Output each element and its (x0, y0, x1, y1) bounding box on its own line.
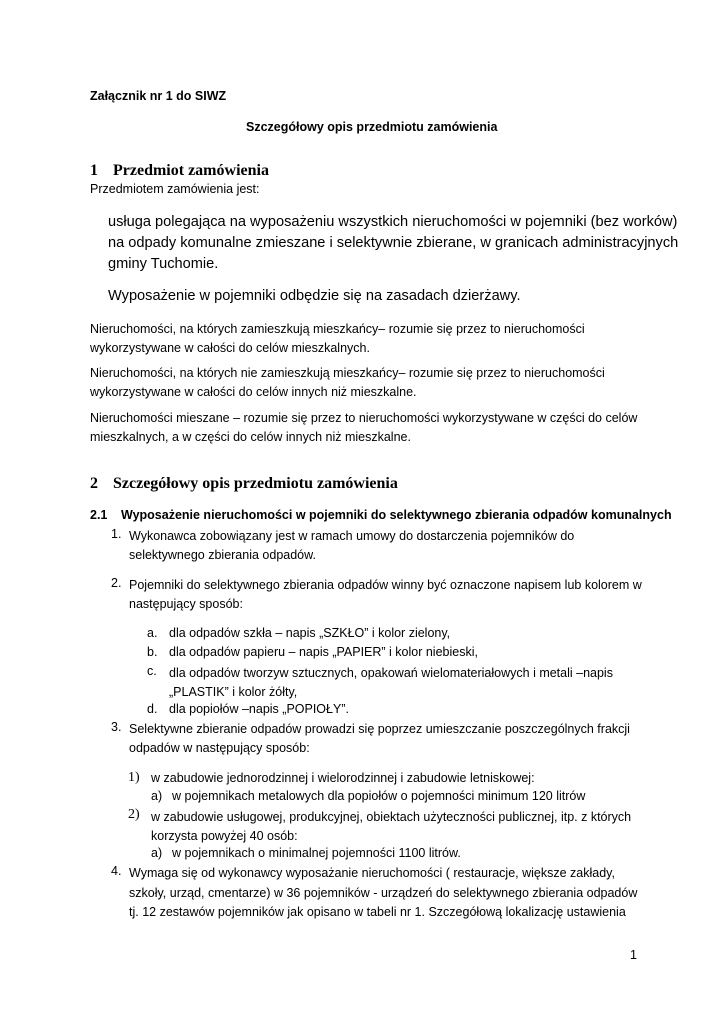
item-2-b-text: dla odpadów papieru – napis „PAPIER” i kolor niebieski, (169, 645, 478, 659)
item-2-number: 2. (111, 576, 122, 590)
item-2-text (129, 576, 642, 614)
definition-2 (90, 364, 605, 402)
definition-line: Nieruchomości mieszane – rozumie się przez to nieruchomości wykorzystywane w części do celów (90, 411, 638, 425)
item-2-a-text: dla odpadów szkła – napis „SZKŁO” i kolor zielony, (169, 626, 451, 640)
item-2-a-letter: a. (147, 626, 158, 640)
service-line: gminy Tuchomie. (108, 256, 219, 272)
item-1-text (129, 527, 574, 565)
item-line: w zabudowie usługowej, produkcyjnej, obiektach użyteczności publicznej, itp. z których (151, 810, 632, 824)
item-3-sub-2-text (151, 808, 631, 846)
service-line: usługa polegająca na wyposażeniu wszystkich nieruchomości w pojemniki (bez worków) (108, 214, 678, 230)
definition-line: Nieruchomości, na których nie zamieszkują mieszkańcy– rozumie się przez to nieruchomości (90, 366, 605, 380)
definition-line: Nieruchomości, na których zamieszkują mieszkańcy– rozumie się przez to nieruchomości (90, 322, 585, 336)
item-3-sub-1-text: w zabudowie jednorodzinnej i wielorodzinnej i zabudowie letniskowej: (151, 771, 535, 785)
section-1-intro: Przedmiotem zamówienia jest: (90, 182, 260, 196)
section-1-number: 1 (90, 162, 98, 179)
service-line: na odpady komunalne zmieszane i selektywnie zbierane, w granicach administracyjnych (108, 235, 679, 251)
item-1-number: 1. (111, 527, 122, 541)
definition-line: mieszkalnych, a w części do celów innych niż mieszkalne. (90, 430, 411, 444)
item-line: korzysta powyżej 40 osób: (151, 829, 298, 843)
item-2-d-text: dla popiołów –napis „POPIOŁY”. (169, 702, 349, 716)
definition-line: wykorzystywane w całości do celów mieszkalnych. (90, 341, 370, 355)
item-line: Selektywne zbieranie odpadów prowadzi się poprzez umieszczanie poszczególnych frakcji (129, 722, 630, 736)
item-3-sub-1-a-text: w pojemnikach metalowych dla popiołów o pojemności minimum 120 litrów (172, 789, 586, 803)
item-line: Wykonawca zobowiązany jest w ramach umowy do dostarczenia pojemników do (129, 529, 575, 543)
item-line: Pojemniki do selektywnego zbierania odpadów winny być oznaczone napisem lub kolorem w (129, 578, 642, 592)
item-line: tj. 12 zestawów pojemników jak opisano w tabeli nr 1. Szczegółową lokalizację ustawienia (129, 905, 626, 919)
document-title: Szczegółowy opis przedmiotu zamówienia (246, 120, 498, 134)
item-4-text (129, 864, 637, 923)
item-3-sub-1-a-letter: a) (151, 789, 163, 803)
item-line: Wymaga się od wykonawcy wyposażanie nieruchomości ( restauracje, większe zakłady, (129, 866, 615, 880)
definition-1 (90, 320, 585, 358)
section-1-heading: Przedmiot zamówienia (113, 162, 269, 179)
item-2-c-text (169, 664, 613, 702)
item-3-sub-1-number: 1) (128, 770, 140, 785)
item-4-number: 4. (111, 864, 122, 878)
item-line: odpadów w następujący sposób: (129, 741, 310, 755)
item-3-number: 3. (111, 720, 122, 734)
item-3-sub-2-number: 2) (128, 807, 140, 822)
item-3-sub-2-a-letter: a) (151, 846, 163, 860)
item-2-b-letter: b. (147, 645, 158, 659)
item-line: dla odpadów tworzyw sztucznych, opakowań wielomateriałowych i metali –napis (169, 666, 613, 680)
definition-line: wykorzystywane w całości do celów innych niż mieszkalne. (90, 385, 417, 399)
item-line: „PLASTIK” i kolor żółty, (169, 685, 298, 699)
item-3-text (129, 720, 630, 758)
service-description (108, 212, 678, 275)
subsection-2-1-number: 2.1 (90, 508, 108, 522)
item-line: następujący sposób: (129, 597, 243, 611)
section-2-number: 2 (90, 475, 98, 492)
annex-label: Załącznik nr 1 do SIWZ (90, 89, 227, 103)
item-2-d-letter: d. (147, 702, 158, 716)
item-line: selektywnego zbierania odpadów. (129, 548, 316, 562)
section-2-heading: Szczegółowy opis przedmiotu zamówienia (113, 475, 398, 492)
definition-3 (90, 409, 637, 447)
subsection-2-1-heading: Wyposażenie nieruchomości w pojemniki do selektywnego zbierania odpadów komunalnych (121, 508, 672, 522)
page-number: 1 (630, 948, 637, 962)
item-line: szkoły, urząd, cmentarze) w 36 pojemników - urządzeń do selektywnego zbierania odpadów (129, 885, 638, 900)
lease-statement: Wyposażenie w pojemniki odbędzie się na zasadach dzierżawy. (108, 288, 521, 304)
item-2-c-letter: c. (147, 664, 157, 678)
item-3-sub-2-a-text: w pojemnikach o minimalnej pojemności 1100 litrów. (172, 846, 461, 860)
